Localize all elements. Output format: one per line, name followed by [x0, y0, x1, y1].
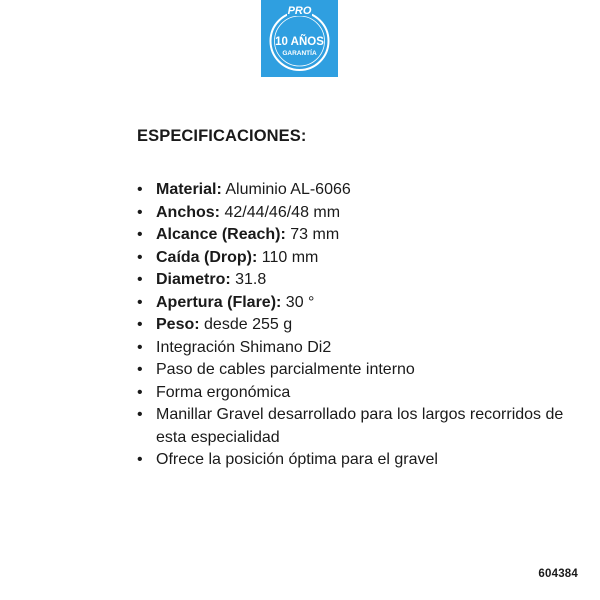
bullet-icon: • [137, 181, 143, 198]
spec-item [137, 179, 577, 202]
badge-guarantee: GARANTÍA [282, 50, 317, 57]
specifications-list [137, 179, 577, 472]
spec-label: Caída (Drop): [156, 248, 258, 266]
spec-item [137, 247, 577, 270]
spec-label: Peso: [156, 316, 200, 333]
warranty-badge [261, 0, 338, 77]
bullet-icon: • [137, 293, 143, 311]
spec-item [137, 292, 577, 315]
bullet-icon: • [137, 226, 143, 243]
bullet-icon: • [137, 361, 143, 378]
spec-item [137, 224, 577, 247]
bullet-icon: • [137, 383, 143, 401]
spec-item [137, 202, 577, 225]
spec-value: 73 mm [285, 226, 340, 243]
spec-label: Apertura (Flare): [156, 293, 282, 311]
spec-value: 42/44/46/48 mm [220, 203, 341, 221]
spec-value: Paso de cables parcialmente interno [156, 361, 415, 378]
spec-value: Ofrece la posición óptima para el gravel [156, 451, 438, 468]
spec-item [137, 404, 577, 449]
spec-value: Integración Shimano Di2 [156, 338, 332, 356]
spec-item [137, 359, 577, 382]
product-code: 604384 [538, 568, 578, 580]
specifications-heading: ESPECIFICACIONES: [137, 127, 307, 145]
spec-item [137, 314, 577, 337]
bullet-icon: • [137, 271, 143, 288]
spec-value: 30 ° [281, 293, 315, 311]
spec-value: 31.8 [230, 271, 267, 288]
spec-value: Manillar Gravel desarrollado para los largos recorridos de esta especialidad [156, 406, 564, 446]
bullet-icon: • [137, 406, 143, 423]
spec-label: Diametro: [156, 271, 231, 288]
bullet-icon: • [137, 338, 143, 356]
warranty-seal-logo [261, 0, 338, 77]
spec-item [137, 337, 577, 360]
bullet-icon: • [137, 451, 143, 468]
spec-item [137, 382, 577, 405]
spec-label: Material: [156, 181, 222, 198]
bullet-icon: • [137, 203, 143, 221]
bullet-icon: • [137, 316, 143, 333]
spec-value: Forma ergonómica [156, 383, 291, 401]
bullet-icon: • [137, 248, 143, 266]
spec-label: Anchos: [156, 203, 220, 221]
badge-years: 10 AÑOS [275, 36, 324, 48]
spec-item [137, 269, 577, 292]
spec-label: Alcance (Reach): [156, 226, 286, 243]
spec-value: Aluminio AL-6066 [221, 181, 351, 198]
spec-value: desde 255 g [199, 316, 293, 333]
specifications-section [137, 126, 577, 472]
spec-item [137, 449, 577, 472]
spec-value: 110 mm [257, 248, 319, 266]
badge-brand: PRO [287, 5, 312, 17]
